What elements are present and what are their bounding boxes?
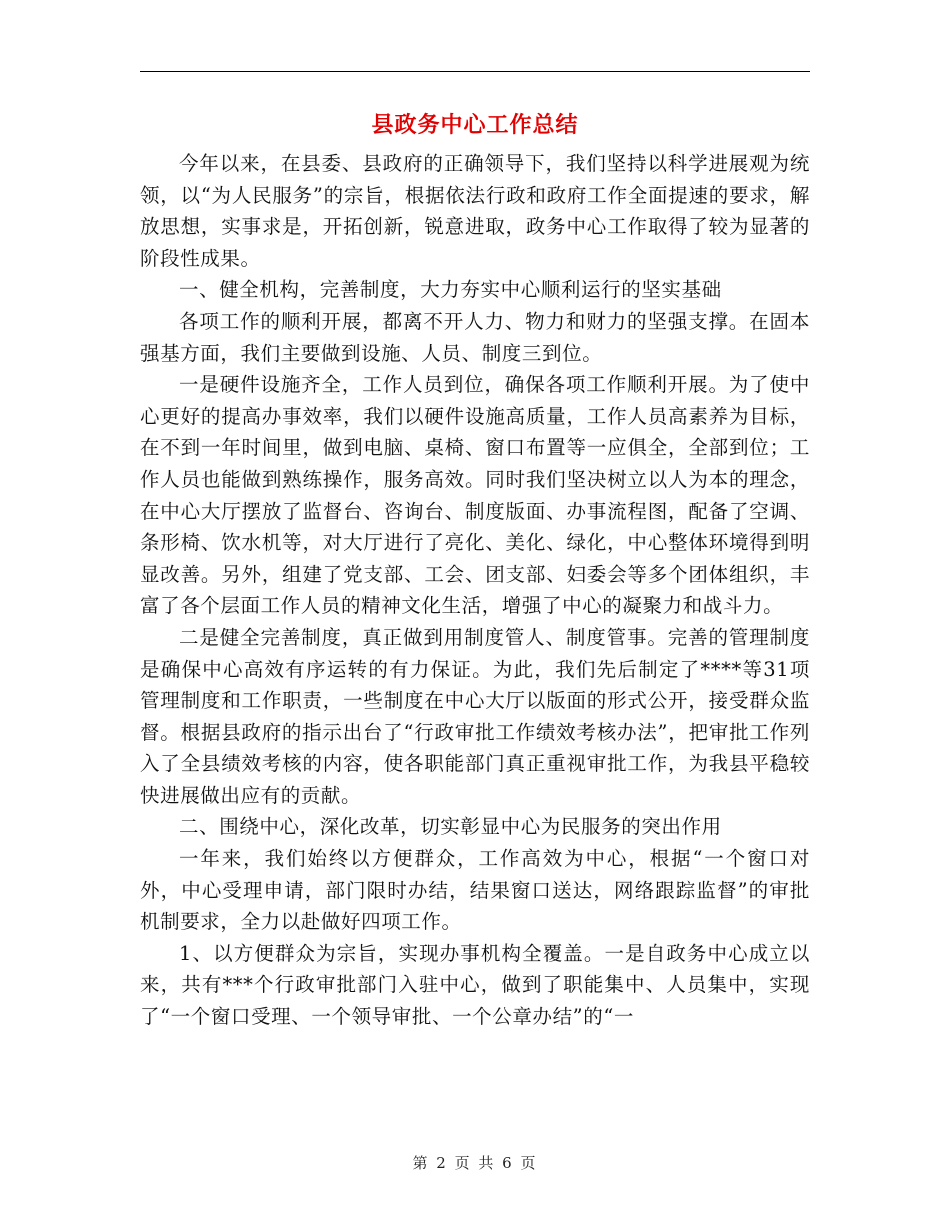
paragraph: 二是健全完善制度，真正做到用制度管人、制度管事。完善的管理制度是确保中心高效有序运转的有力保证。为此，我们先后制定了****等31项管理制度和工作职责，一些制度在中心大厅以版面的形式公开，接受群众监督。根据县政府的指示出台了“行政审批工作绩效考核办法”，把审批工作列入了全县绩效考核的内容，使各职能部门真正重视审批工作，为我县平稳较快进展做出应有的贡献。 xyxy=(140,625,810,807)
header-rule xyxy=(140,71,810,72)
document-body xyxy=(140,148,810,1033)
paragraph: 1、以方便群众为宗旨，实现办事机构全覆盖。一是自政务中心成立以来，共有***个行政审批部门入驻中心，做到了职能集中、人员集中，实现了“一个窗口受理、一个领导审批、一个公章办结”的“一 xyxy=(140,941,810,1029)
section-heading-1: 一、健全机构，完善制度，大力夯实中心顺利运行的坚实基础 xyxy=(179,278,722,302)
paragraph: 各项工作的顺利开展，都离不开人力、物力和财力的坚强支撑。在固本强基方面，我们主要做到设施、人员、制度三到位。 xyxy=(140,309,810,365)
page-number: 第 2 页 共 6 页 xyxy=(412,1154,538,1172)
paragraph-intro: 今年以来，在县委、县政府的正确领导下，我们坚持以科学进展观为统领，以“为人民服务”的宗旨，根据依法行政和政府工作全面提速的要求，解放思想，实事求是，开拓创新，锐意进取，政务中心工作取得了较为显著的阶段性成果。 xyxy=(140,152,810,270)
paragraph: 一是硬件设施齐全，工作人员到位，确保各项工作顺利开展。为了使中心更好的提高办事效率，我们以硬件设施高质量，工作人员高素养为目标，在不到一年时间里，做到电脑、桌椅、窗口布置等一应俱全，全部到位；工作人员也能做到熟练操作，服务高效。同时我们坚决树立以人为本的理念，在中心大厅摆放了监督台、咨询台、制度版面、办事流程图，配备了空调、条形椅、饮水机等，对大厅进行了亮化、美化、绿化，中心整体环境得到明显改善。另外，组建了党支部、工会、团支部、妇委会等多个团体组织，丰富了各个层面工作人员的精神文化生活，增强了中心的凝聚力和战斗力。 xyxy=(140,373,810,618)
paragraph: 一年来，我们始终以方便群众，工作高效为中心，根据“一个窗口对外，中心受理申请，部门限时办结，结果窗口送达，网络跟踪监督”的审批机制要求，全力以赴做好四项工作。 xyxy=(140,847,810,934)
section-heading-2: 二、围绕中心，深化改革，切实彰显中心为民服务的突出作用 xyxy=(179,815,722,839)
document-title: 县政务中心工作总结 xyxy=(371,112,579,138)
